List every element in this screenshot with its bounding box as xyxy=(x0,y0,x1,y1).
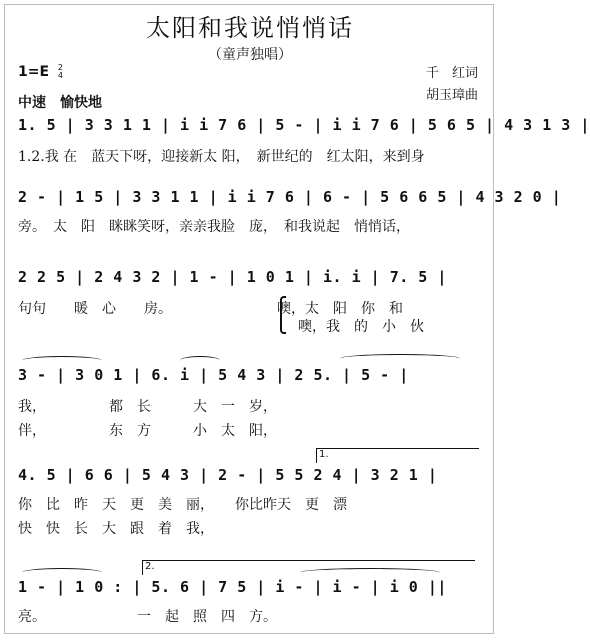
system-3-lyric-1: 句句 暖 心 房。 噢，太 阳 你 和 xyxy=(18,301,403,317)
tie-arc xyxy=(22,568,102,577)
tie-arc xyxy=(180,356,220,365)
meter-bottom: 4 xyxy=(57,71,64,80)
composer-credit: 胡玉璋曲 xyxy=(425,88,478,103)
tempo-marking: 中速 愉快地 xyxy=(18,95,102,111)
lyricist-credit: 千 红词 xyxy=(425,66,478,81)
key-label: 1=E xyxy=(18,64,50,80)
system-5-lyric-2: 快 快 长 大 跟 着 我， xyxy=(18,521,214,537)
song-title: 太阳和我说悄悄话 xyxy=(146,14,354,42)
system-5-lyric-1: 你 比 昨 天 更 美 丽， 你比昨天 更 漂 xyxy=(18,497,347,513)
system-6-lyric: 亮。 一 起 照 四 方。 xyxy=(18,609,277,625)
tie-arc xyxy=(340,354,460,363)
system-6-notes: 1 - | 1 0 : | 5. 6 | 7 5 | i - | i - | i 0 || xyxy=(18,578,447,596)
system-2-notes: 2 - | 1 5 | 3 3 1 1 | i i 7 6 | 6 - | 5 6 6 5 | 4 3 2 0 | xyxy=(18,188,562,206)
volta-bracket-1: 1. xyxy=(316,448,479,463)
system-2-lyric: 旁。 太 阳 眯眯笑呀，亲亲我脸 庞， 和我说起 悄悄话， xyxy=(18,219,410,235)
system-4-lyric-1: 我， 都 长 大 一 岁， xyxy=(18,399,277,415)
system-4-notes: 3 - | 3 0 1 | 6. i | 5 4 3 | 2 5. | 5 - | xyxy=(18,366,409,384)
volta-bracket-2: 2. xyxy=(142,560,475,575)
system-3-lyric-2: 噢，我 的 小 伙 xyxy=(18,319,424,335)
time-signature xyxy=(58,64,63,80)
system-3-notes: 2 2 5 | 2 4 3 2 | 1 - | 1 0 1 | i. i | 7. 5 | xyxy=(18,268,447,286)
tie-arc xyxy=(300,568,440,577)
system-5-notes: 4. 5 | 6 6 | 5 4 3 | 2 - | 5 5 2 4 | 3 2 1 | xyxy=(18,466,438,484)
system-1-lyric: 1.2.我 在 蓝天下呀，迎接新太 阳， 新世纪的 红太阳，来到身 xyxy=(18,149,425,165)
system-4-lyric-2: 伴， 东 方 小 太 阳， xyxy=(18,423,277,439)
key-signature xyxy=(18,64,63,80)
song-subtitle: （童声独唱） xyxy=(208,47,292,63)
tie-arc xyxy=(22,356,102,365)
system-1-notes: 1. 5 | 3 3 1 1 | i i 7 6 | 5 - | i i 7 6 | 5 6 5 | 4 3 1 3 | xyxy=(18,116,590,134)
meter-top: 2 xyxy=(57,63,64,72)
